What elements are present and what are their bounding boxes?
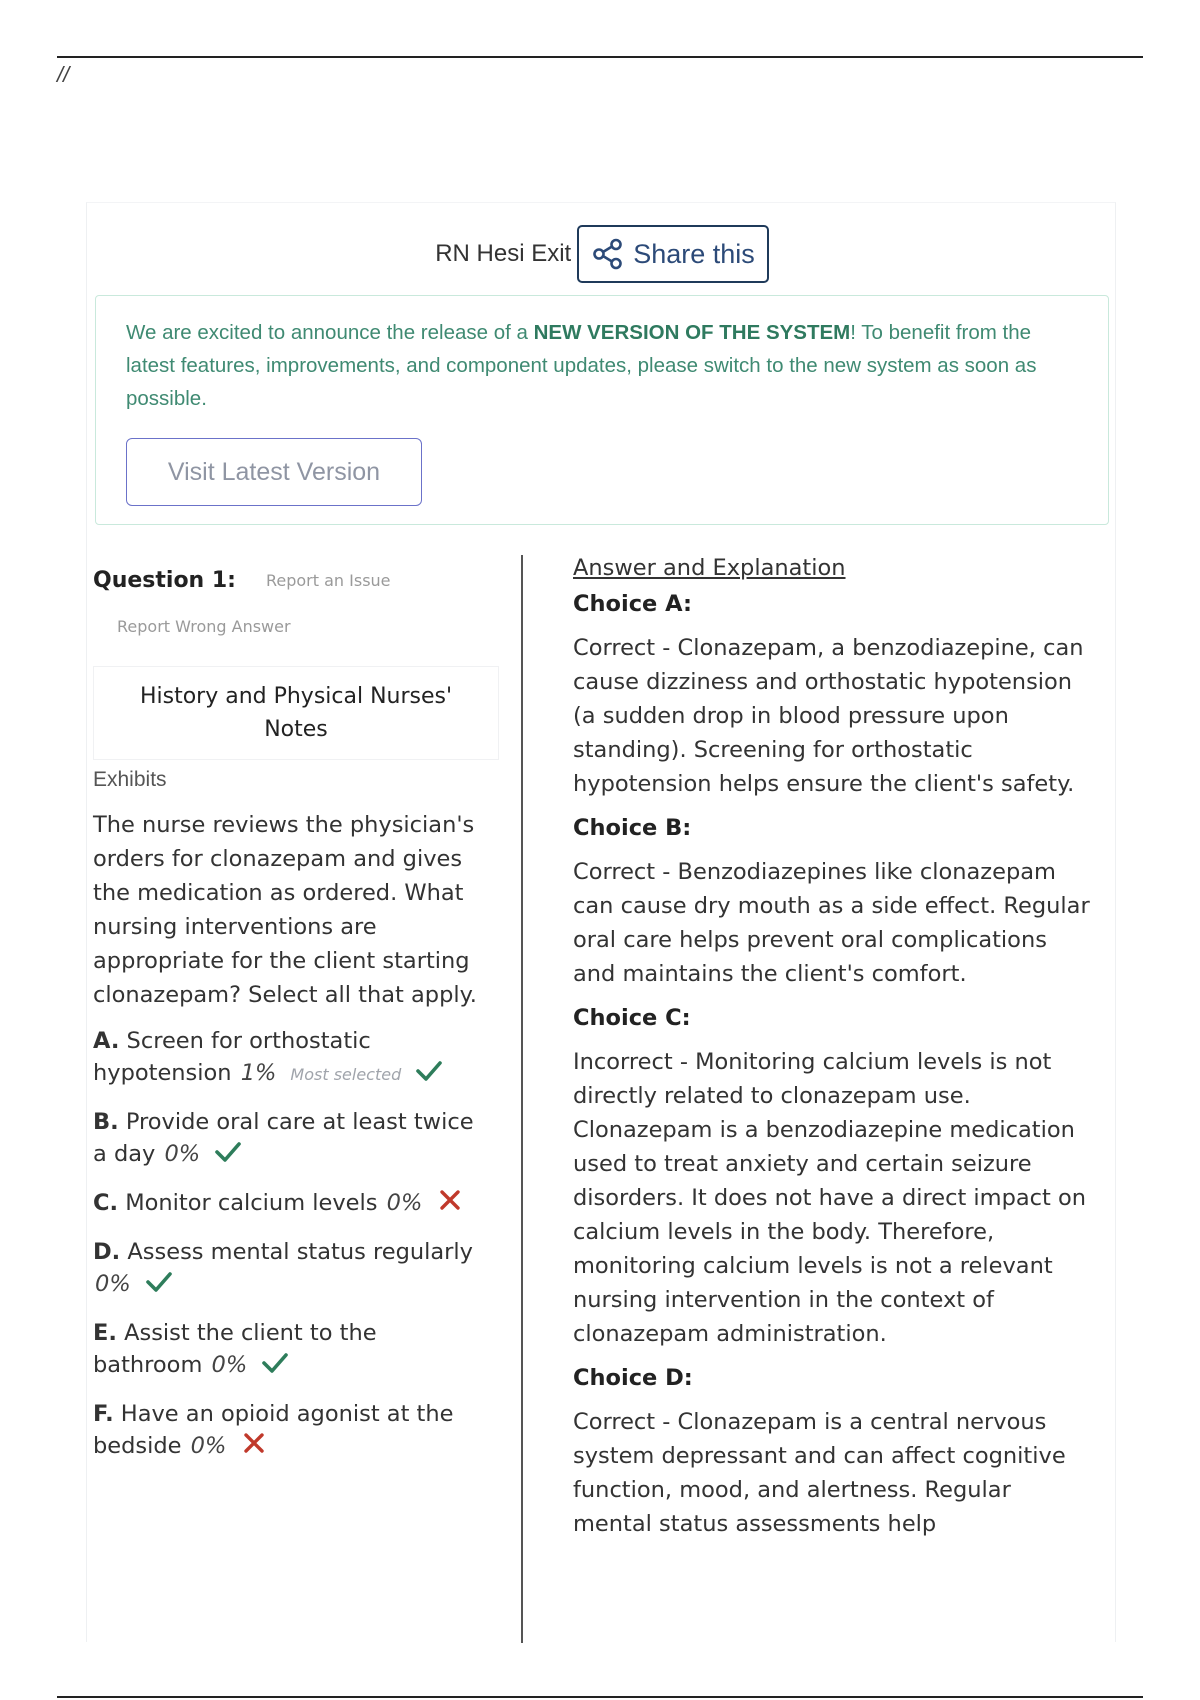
choice-b-explanation: Correct - Benzodiazepines like clonazepam can cause dry mouth as a side effect. Regular oral care helps prevent oral complications and maintains the client's comfort. bbox=[573, 859, 1090, 987]
option-b[interactable]: B. Provide oral care at least twice a day 0% bbox=[93, 1106, 493, 1174]
option-percent: 0% bbox=[164, 1141, 201, 1167]
notice-text: We are excited to announce the release of a NEW VERSION OF THE SYSTEM! To benefit from the latest features, improvements, and component updates, please switch to the new system as soon as possible. bbox=[126, 321, 1037, 410]
question-card bbox=[86, 202, 1116, 1642]
choice-c-explanation: Incorrect - Monitoring calcium levels is not directly related to clonazepam use. Clonazepam is a benzodiazepine medication used to treat anxiety and certain seizure disorders. It does not have a direct impact on calcium levels in the body. Therefore, monitoring calcium levels is not a relevant nursing intervention in the context of clonazepam administration. bbox=[573, 1049, 1087, 1347]
exhibits-label[interactable]: Exhibits bbox=[93, 768, 167, 791]
report-wrong-answer-link[interactable]: Report Wrong Answer bbox=[117, 617, 291, 636]
version-notice bbox=[95, 295, 1109, 525]
page-title: RN Hesi Exit bbox=[435, 240, 572, 267]
option-percent: 0% bbox=[211, 1352, 248, 1378]
option-e[interactable]: E. Assist the client to the bathroom 0% bbox=[93, 1317, 493, 1385]
question-panel bbox=[93, 555, 493, 1466]
choice-d-explanation: Correct - Clonazepam is a central nervous system depressant and can affect cognitive function, mood, and alertness. Regular mental status assessments help bbox=[573, 1409, 1066, 1537]
choice-d-heading: Choice D: bbox=[573, 1365, 693, 1391]
choice-b-heading: Choice B: bbox=[573, 815, 692, 841]
most-selected-note: Most selected bbox=[290, 1065, 402, 1084]
bottom-rule bbox=[57, 1696, 1143, 1698]
option-a[interactable]: A. Screen for orthostatic hypotension 1% Most selected bbox=[93, 1025, 493, 1093]
share-button-label: Share this bbox=[633, 238, 755, 269]
column-divider bbox=[521, 555, 523, 1643]
option-f[interactable]: F. Have an opioid agonist at the bedside 0% bbox=[93, 1398, 493, 1466]
check-icon bbox=[415, 1058, 443, 1093]
history-physical-tab[interactable]: History and Physical Nurses' Notes bbox=[93, 666, 499, 760]
choice-a-explanation: Correct - Clonazepam, a benzodiazepine, can cause dizziness and orthostatic hypotension (a sudden drop in blood pressure upon standing). Screening for orthostatic hypotension helps ensure the client's safety. bbox=[573, 635, 1084, 797]
cross-icon bbox=[240, 1431, 268, 1466]
option-percent: 0% bbox=[386, 1190, 423, 1216]
visit-latest-version-button[interactable]: Visit Latest Version bbox=[126, 438, 422, 506]
share-button[interactable] bbox=[577, 225, 769, 283]
option-c[interactable]: C. Monitor calcium levels 0% bbox=[93, 1187, 493, 1223]
question-stem: The nurse reviews the physician's orders for clonazepam and gives the medication as ordered. What nursing interventions are appropriate for the client starting clonazepam? Select all that apply. bbox=[93, 812, 477, 1008]
page-slashes: // bbox=[57, 62, 70, 87]
page-header bbox=[87, 225, 1117, 283]
cross-icon bbox=[436, 1188, 464, 1223]
check-icon bbox=[214, 1139, 242, 1174]
question-label: Question 1: bbox=[93, 567, 236, 593]
option-percent: 0% bbox=[95, 1271, 131, 1297]
option-percent: 1% bbox=[240, 1060, 277, 1086]
check-icon bbox=[261, 1350, 289, 1385]
answer-panel bbox=[573, 551, 1093, 1541]
answer-title: Answer and Explanation bbox=[573, 555, 846, 581]
notice-highlight: NEW VERSION OF THE SYSTEM bbox=[533, 321, 851, 344]
option-d[interactable]: D. Assess mental status regularly 0% bbox=[93, 1236, 493, 1304]
check-icon bbox=[145, 1269, 173, 1304]
report-issue-link[interactable]: Report an Issue bbox=[265, 570, 391, 590]
choice-a-heading: Choice A: bbox=[573, 591, 692, 617]
option-percent: 0% bbox=[190, 1433, 227, 1459]
choice-c-heading: Choice C: bbox=[573, 1005, 691, 1031]
share-icon bbox=[591, 237, 625, 271]
top-rule bbox=[57, 56, 1143, 58]
